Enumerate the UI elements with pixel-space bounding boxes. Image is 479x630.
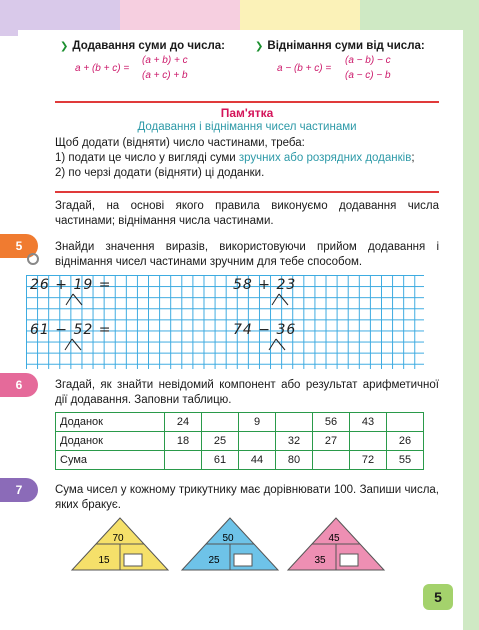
table-cell[interactable]: 27 bbox=[313, 432, 350, 451]
task5-split-lines bbox=[26, 275, 424, 369]
triangle-1-answer-box[interactable] bbox=[124, 554, 142, 566]
left-formula-top: (a + b) + c bbox=[142, 55, 188, 66]
memo-line-2-text: 1) подати це число у вигляді суми bbox=[55, 152, 239, 164]
triangle-1 bbox=[72, 518, 168, 570]
table-cell[interactable]: 55 bbox=[387, 451, 424, 470]
task5-expr-2: 58 + 23 bbox=[233, 277, 297, 293]
triangle-1-top: 70 bbox=[112, 533, 124, 544]
left-formula-lhs: a + (b + c) = bbox=[75, 63, 130, 74]
task7-text: Сума чисел у кожному трикутнику має дорівнювати 100. Запиши числа, яких бракує. bbox=[55, 484, 439, 511]
right-formula-top: (a − b) − c bbox=[345, 55, 391, 66]
table-row bbox=[56, 432, 424, 451]
table-cell[interactable]: 56 bbox=[313, 413, 350, 432]
memo-box bbox=[55, 101, 439, 193]
right-formula-lhs: a − (b + c) = bbox=[277, 63, 332, 74]
triangle-3-left: 35 bbox=[314, 555, 326, 566]
header-left-title: Додавання суми до числа: bbox=[72, 40, 226, 52]
table-cell[interactable] bbox=[387, 413, 424, 432]
memo-body bbox=[55, 136, 439, 181]
table-cell[interactable]: 72 bbox=[350, 451, 387, 470]
table-cell[interactable]: 43 bbox=[350, 413, 387, 432]
memo-subtitle: Додавання і віднімання чисел частинами bbox=[137, 121, 357, 133]
table-cell[interactable] bbox=[165, 451, 202, 470]
intro-paragraph: Згадай, на основі якого правила виконуємо додавання числа частинами; віднімання числа частинами. bbox=[55, 200, 439, 227]
page-number: 5 bbox=[423, 584, 453, 610]
table-cell[interactable]: 9 bbox=[239, 413, 276, 432]
memo-line-2-highlight: зручних або розрядних доданків bbox=[238, 152, 412, 164]
memo-line-2-end: ; bbox=[411, 152, 415, 164]
table-cell[interactable]: 25 bbox=[202, 432, 239, 451]
table-cell[interactable]: 80 bbox=[276, 451, 313, 470]
bullet-arrow-icon: ❯ bbox=[255, 41, 264, 52]
table-cell[interactable] bbox=[276, 413, 313, 432]
triangle-3-top: 45 bbox=[328, 533, 340, 544]
task6-text: Згадай, як знайти невідомий компонент або результат арифметичної дії додавання. Заповни таблицю. bbox=[55, 379, 439, 406]
triangle-2 bbox=[182, 518, 278, 570]
triangle-1-left: 15 bbox=[98, 555, 110, 566]
table-cell: Сума bbox=[56, 451, 165, 470]
table-row bbox=[56, 413, 424, 432]
table-cell[interactable] bbox=[239, 432, 276, 451]
task5-text: Знайди значення виразів, використовуючи прийом додавання і віднімання чисел частинами зручним для тебе способом. bbox=[55, 241, 439, 268]
table-cell[interactable]: 18 bbox=[165, 432, 202, 451]
left-formula-bottom: (a + c) + b bbox=[142, 70, 188, 81]
task6-table bbox=[55, 412, 424, 470]
task-number-6: 6 bbox=[0, 373, 38, 397]
table-row bbox=[56, 451, 424, 470]
table-cell[interactable] bbox=[202, 413, 239, 432]
table-cell[interactable] bbox=[313, 451, 350, 470]
bullet-arrow-icon: ❯ bbox=[60, 41, 69, 52]
task-number-7: 7 bbox=[0, 478, 38, 502]
task5-expr-1: 26 + 19 = bbox=[30, 277, 112, 293]
right-formula-bottom: (a − c) − b bbox=[345, 70, 391, 81]
task5-expr-4: 74 − 36 bbox=[233, 322, 297, 338]
header-left bbox=[60, 40, 240, 84]
table-cell[interactable]: 26 bbox=[387, 432, 424, 451]
task7-triangles bbox=[0, 514, 479, 574]
magnifier-icon bbox=[27, 253, 39, 265]
table-cell[interactable]: 61 bbox=[202, 451, 239, 470]
task-number-5: 5 bbox=[0, 234, 38, 258]
header-right-title: Віднімання суми від числа: bbox=[267, 40, 425, 52]
table-cell[interactable]: 24 bbox=[165, 413, 202, 432]
table-cell: Доданок bbox=[56, 432, 165, 451]
memo-line-2 bbox=[55, 151, 439, 166]
triangle-3-answer-box[interactable] bbox=[340, 554, 358, 566]
memo-line-1: Щоб додати (відняти) число частинами, треба: bbox=[55, 137, 305, 149]
table-cell[interactable] bbox=[350, 432, 387, 451]
triangle-2-top: 50 bbox=[222, 533, 234, 544]
table-cell[interactable]: 32 bbox=[276, 432, 313, 451]
header-right bbox=[255, 40, 455, 84]
table-cell: Доданок bbox=[56, 413, 165, 432]
task5-expr-3: 61 − 52 = bbox=[30, 322, 112, 338]
table-cell[interactable]: 44 bbox=[239, 451, 276, 470]
memo-line-3: 2) по черзі додати (відняти) ці доданки. bbox=[55, 167, 265, 179]
triangle-3 bbox=[288, 518, 384, 570]
memo-title: Пам'ятка bbox=[220, 106, 274, 120]
triangle-2-answer-box[interactable] bbox=[234, 554, 252, 566]
triangle-2-left: 25 bbox=[208, 555, 220, 566]
